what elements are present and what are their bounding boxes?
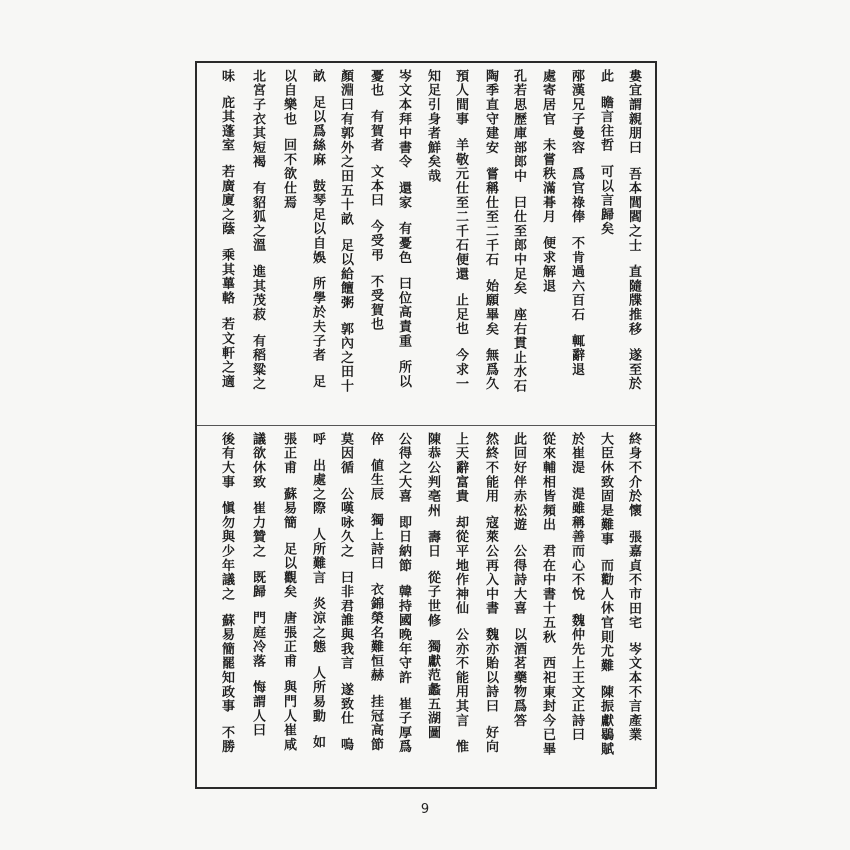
text-segment: 若廣廈之蔭 <box>219 164 234 237</box>
column-gap <box>605 153 606 165</box>
text-segment: 嗚 <box>338 737 353 752</box>
text-segment: 韓持國晚年守許 <box>396 584 411 685</box>
column-gap <box>432 558 433 570</box>
column-gap <box>403 685 404 697</box>
column-gap <box>288 599 289 611</box>
column-gap <box>226 153 227 165</box>
text-segment: 倅 <box>368 432 383 447</box>
column-gap <box>403 265 404 277</box>
text-column <box>308 432 326 749</box>
text-segment: 乘其蓽輅 <box>219 248 234 306</box>
text-column <box>624 69 642 391</box>
column-gap <box>518 532 519 544</box>
text-segment: 如 <box>310 735 325 750</box>
text-segment: 鼓琴足以自娛 <box>310 178 325 265</box>
column-gap <box>375 501 376 513</box>
column-gap <box>633 518 634 530</box>
column-gap <box>317 362 318 374</box>
column-gap <box>257 599 258 611</box>
column-gap <box>317 446 318 458</box>
column-gap <box>288 475 289 487</box>
text-segment: 此 <box>598 69 613 84</box>
column-gap <box>460 281 461 293</box>
column-gap <box>375 570 376 582</box>
text-segment: 公得詩大喜 <box>511 544 526 616</box>
column-gap <box>317 83 318 95</box>
text-segment: 所以 <box>396 360 411 389</box>
text-segment: 足 <box>310 374 325 389</box>
column-gap <box>576 322 577 334</box>
column-gap <box>576 224 577 236</box>
column-gap <box>633 155 634 167</box>
text-segment: 上天辭富貴 <box>453 432 468 504</box>
text-column <box>217 69 235 389</box>
column-gap <box>547 224 548 236</box>
text-segment: 此回好伴赤松遊 <box>511 432 526 533</box>
column-gap <box>288 668 289 680</box>
text-segment: 從子世修 <box>425 570 440 628</box>
text-column <box>624 432 642 742</box>
text-segment: 大臣休致固是難事 <box>598 432 613 547</box>
text-segment: 崔子厚爲 <box>396 696 411 755</box>
text-column <box>509 69 527 393</box>
column-gap <box>633 253 634 265</box>
column-gap <box>547 532 548 544</box>
text-segment: 衣錦榮名難恒赫 <box>368 582 383 683</box>
text-segment: 陶季直守建安 <box>483 69 498 155</box>
column-gap <box>345 725 346 737</box>
text-segment: 湜雖稱善而心不悅 <box>569 486 584 602</box>
text-segment: 預人間事 <box>453 69 468 127</box>
column-gap <box>518 296 519 308</box>
column-gap <box>375 153 376 165</box>
text-segment: 憂也 <box>368 69 383 98</box>
text-segment: 邴漢兄子曼容 <box>569 69 584 155</box>
text-column <box>451 69 469 391</box>
text-column <box>538 432 556 756</box>
column-gap <box>257 668 258 680</box>
text-segment: 蘇易簡 <box>281 486 296 530</box>
text-segment: 顏淵曰有郭外之田五十畝 <box>338 69 353 227</box>
column-gap <box>605 673 606 685</box>
text-segment: 今求一 <box>453 348 468 392</box>
text-column <box>308 69 326 389</box>
text-segment: 公得之大喜 <box>396 432 411 504</box>
column-gap <box>403 169 404 181</box>
text-segment: 獨上詩曰 <box>368 513 383 571</box>
text-segment: 與門人崔咸 <box>281 680 296 752</box>
text-segment: 好向 <box>483 725 498 755</box>
text-segment: 有賀者 <box>368 109 383 153</box>
column-gap <box>490 504 491 516</box>
column-gap <box>490 616 491 628</box>
text-segment: 回不欲仕焉 <box>281 138 296 210</box>
column-gap <box>576 475 577 487</box>
column-gap <box>226 83 227 95</box>
text-segment: 悔謂人曰 <box>250 680 265 738</box>
text-segment: 公亦不能用其言 <box>453 627 468 728</box>
text-segment: 羊敬元仕至二千石便還 <box>453 138 468 282</box>
text-segment: 足以給饘粥 <box>338 238 353 310</box>
text-column <box>248 69 266 391</box>
column-gap <box>460 728 461 740</box>
text-segment: 嘗稱仕至二千石 <box>483 166 498 267</box>
column-gap <box>317 585 318 597</box>
column-gap <box>345 475 346 487</box>
column-gap <box>375 683 376 695</box>
text-segment: 曰位高責重 <box>396 276 411 349</box>
text-segment: 値生辰 <box>368 458 383 502</box>
text-segment: 門庭冷落 <box>250 611 265 669</box>
column-gap <box>403 348 404 360</box>
text-segment: 出處之際 <box>310 458 325 516</box>
text-segment: 畝 <box>310 69 325 84</box>
text-segment: 張正甫 <box>281 432 296 475</box>
text-column <box>481 69 499 391</box>
text-segment: 蘇易簡罷知政事 <box>219 613 234 714</box>
column-gap <box>317 654 318 666</box>
column-gap <box>576 155 577 167</box>
text-segment: 人所易動 <box>310 665 325 724</box>
text-column <box>596 69 614 236</box>
text-segment: 愼勿與少年議之 <box>219 501 234 602</box>
column-gap <box>490 713 491 725</box>
column-gap <box>257 322 258 334</box>
text-segment: 遂至於 <box>626 348 641 392</box>
text-segment: 知足引身者鮮矣哉 <box>425 69 440 184</box>
text-segment: 君在中書十五秋 <box>540 544 555 645</box>
text-section-upper <box>197 63 655 425</box>
column-gap <box>403 504 404 516</box>
column-gap <box>460 616 461 628</box>
column-gap <box>288 126 289 138</box>
text-segment: 莫因循 <box>338 432 353 475</box>
text-segment: 陳振獻鶡賦 <box>598 684 613 757</box>
column-gap <box>633 630 634 642</box>
text-segment: 即日納節 <box>396 515 411 573</box>
text-segment: 無爲久 <box>483 348 498 392</box>
column-gap <box>490 336 491 348</box>
column-gap <box>257 489 258 501</box>
column-gap <box>633 336 634 348</box>
text-column <box>567 432 585 742</box>
text-segment: 惟 <box>453 739 468 755</box>
column-gap <box>375 98 376 110</box>
column-gap <box>288 530 289 542</box>
text-segment: 處寄居官 <box>540 69 555 127</box>
text-segment: 始願畢矣 <box>483 278 498 337</box>
column-gap <box>226 601 227 613</box>
text-segment: 魏亦貽以詩曰 <box>483 627 498 714</box>
text-segment: 公嘆咏久之 <box>338 486 353 559</box>
text-segment: 曰仕至郎中足矣 <box>511 195 526 296</box>
text-column <box>336 432 354 752</box>
text-segment: 輒辭退 <box>569 333 584 377</box>
column-gap <box>257 558 258 570</box>
text-segment: 西祀東封今已畢 <box>540 656 555 757</box>
column-gap <box>518 616 519 628</box>
column-gap <box>547 644 548 656</box>
text-column <box>394 432 412 754</box>
text-segment: 爲官祿俸 <box>569 166 584 225</box>
text-column <box>423 432 441 740</box>
text-segment: 然終不能用 <box>483 432 498 504</box>
column-gap <box>605 546 606 558</box>
text-column <box>248 432 266 737</box>
text-segment: 陳恭公判亳州 <box>425 432 440 518</box>
column-gap <box>460 504 461 516</box>
column-gap <box>226 305 227 317</box>
text-segment: 唐張正甫 <box>281 611 296 669</box>
text-segment: 挂冠高節 <box>368 694 383 752</box>
text-column <box>538 69 556 293</box>
text-column <box>451 432 469 754</box>
column-gap <box>375 207 376 219</box>
column-gap <box>460 336 461 348</box>
column-gap <box>345 226 346 238</box>
text-segment: 北宮子衣其短褐 <box>250 69 265 170</box>
text-segment: 有稻粱之 <box>250 333 265 392</box>
column-gap <box>226 713 227 725</box>
text-section-lower <box>197 425 655 788</box>
text-segment: 既歸 <box>250 570 265 600</box>
text-column <box>366 432 384 752</box>
text-segment: 曰非君誰與我言 <box>338 570 353 671</box>
column-gap <box>375 262 376 274</box>
text-segment: 座右貫止水石 <box>511 307 526 394</box>
column-gap <box>605 83 606 95</box>
text-segment: 止足也 <box>453 293 468 337</box>
text-column <box>423 69 441 183</box>
text-segment: 不肯過六百石 <box>569 236 584 322</box>
text-column <box>567 69 585 377</box>
column-gap <box>345 310 346 322</box>
column-gap <box>432 628 433 640</box>
column-gap <box>345 558 346 570</box>
column-gap <box>547 126 548 138</box>
text-segment: 未嘗秩滿朞月 <box>540 138 555 225</box>
text-segment: 岑文本不言產業 <box>626 641 641 743</box>
text-column <box>279 432 297 752</box>
text-segment: 炎涼之態 <box>310 596 325 654</box>
text-segment: 不勝 <box>219 725 234 755</box>
column-gap <box>432 518 433 530</box>
text-segment: 瞻言往哲 <box>598 95 613 153</box>
column-gap <box>345 671 346 683</box>
text-segment: 文本曰 <box>368 164 383 208</box>
text-segment: 却從平地作神仙 <box>453 515 468 616</box>
column-gap <box>576 601 577 613</box>
text-segment: 庇其蓬室 <box>219 95 234 153</box>
text-segment: 婁宜謂親朋曰 <box>626 69 641 155</box>
text-segment: 還家 <box>396 181 411 210</box>
column-gap <box>460 126 461 138</box>
page-frame <box>195 61 657 789</box>
text-segment: 若文軒之適 <box>219 317 234 389</box>
text-segment: 孔若思歷庫部郎中 <box>511 69 526 184</box>
text-segment: 從來輔相皆頻出 <box>540 432 555 533</box>
text-column <box>481 432 499 754</box>
column-gap <box>403 573 404 585</box>
text-segment: 以酒茗藥物爲答 <box>511 627 526 728</box>
text-segment: 今受弔 <box>368 219 383 263</box>
text-segment: 不受賀也 <box>368 274 383 332</box>
text-segment: 魏仲先上王文正詩曰 <box>569 613 584 743</box>
text-segment: 便求解退 <box>540 236 555 294</box>
text-segment: 議欲休致 <box>250 432 265 490</box>
text-segment: 味 <box>219 69 234 84</box>
text-segment: 呼 <box>310 432 325 447</box>
text-segment: 寇萊公再入中書 <box>483 515 498 616</box>
text-segment: 張嘉貞不市田宅 <box>626 529 641 630</box>
column-gap <box>518 183 519 195</box>
text-segment: 岑文本拜中書令 <box>396 69 411 170</box>
text-segment: 人所難言 <box>310 527 325 585</box>
text-segment: 直隨牒推移 <box>626 264 641 337</box>
column-gap <box>490 155 491 167</box>
text-column <box>394 69 412 389</box>
column-gap <box>317 723 318 735</box>
text-column <box>279 69 297 210</box>
column-gap <box>490 267 491 279</box>
column-gap <box>257 253 258 265</box>
column-gap <box>317 265 318 277</box>
column-gap <box>226 489 227 501</box>
text-column <box>366 69 384 332</box>
text-segment: 進其茂菽 <box>250 264 265 322</box>
column-gap <box>403 210 404 222</box>
text-segment: 可以言歸矣 <box>598 164 613 237</box>
text-segment: 後有大事 <box>219 432 234 490</box>
text-segment: 而勸人休官則尤難 <box>598 558 613 673</box>
column-gap <box>226 236 227 248</box>
text-segment: 以自樂也 <box>281 69 296 127</box>
column-gap <box>317 167 318 179</box>
text-column <box>217 432 235 754</box>
text-segment: 吾本閭閻之士 <box>626 166 641 253</box>
text-column <box>336 69 354 393</box>
page-number: 9 <box>420 802 430 817</box>
text-segment: 終身不介於懷 <box>626 432 641 518</box>
column-gap <box>375 446 376 458</box>
text-column <box>509 432 527 728</box>
text-segment: 所學於夫子者 <box>310 276 325 363</box>
text-segment: 獨獻范蠡五湖圖 <box>425 639 440 740</box>
text-segment: 足以爲絲麻 <box>310 95 325 167</box>
text-segment: 有貂狐之溫 <box>250 181 265 253</box>
column-gap <box>317 516 318 528</box>
text-segment: 足以觀矣 <box>281 541 296 600</box>
text-column <box>596 432 614 756</box>
column-gap <box>257 169 258 181</box>
text-segment: 崔力贊之 <box>250 501 265 559</box>
text-segment: 壽日 <box>425 529 440 559</box>
text-segment: 遂致仕 <box>338 682 353 726</box>
text-segment: 於崔湜 <box>569 432 584 475</box>
text-segment: 郭內之田十 <box>338 321 353 394</box>
text-segment: 有憂色 <box>396 221 411 265</box>
